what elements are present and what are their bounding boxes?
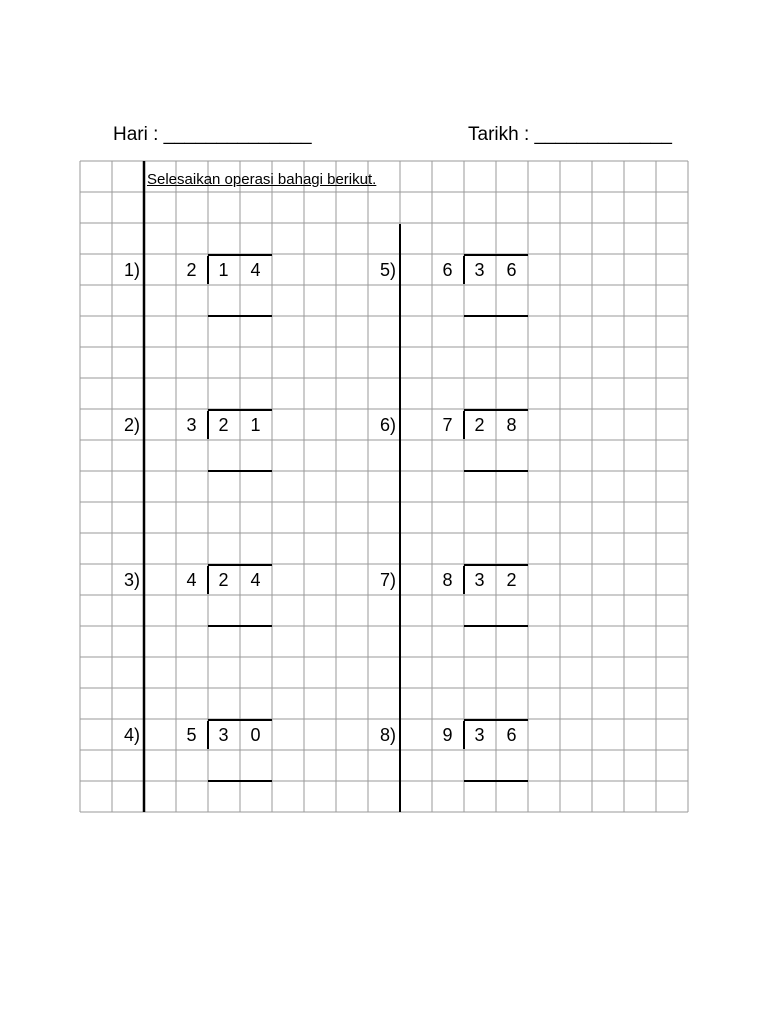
dividend-digit: 3 [474, 259, 485, 280]
divisor: 6 [442, 259, 453, 280]
problem-number: 6) [379, 414, 396, 435]
divisor: 5 [186, 724, 197, 745]
divisor: 4 [186, 569, 197, 590]
dividend-digit: 3 [474, 569, 485, 590]
problem-number: 1) [123, 259, 140, 280]
dividend-digit: 6 [506, 724, 517, 745]
dividend-digit: 2 [474, 414, 485, 435]
problem-number: 2) [123, 414, 140, 435]
problem-number: 4) [123, 724, 140, 745]
dividend-digit: 1 [218, 259, 229, 280]
divisor: 8 [442, 569, 453, 590]
dividend-digit: 6 [506, 259, 517, 280]
dividend-digit: 4 [250, 569, 261, 590]
problem-number: 5) [379, 259, 396, 280]
divisor: 9 [442, 724, 453, 745]
day-field: Hari : ______________ [113, 124, 312, 145]
dividend-digit: 1 [250, 414, 261, 435]
divisor: 7 [442, 414, 453, 435]
dividend-digit: 0 [250, 724, 261, 745]
divisor: 2 [186, 259, 197, 280]
divisor: 3 [186, 414, 197, 435]
problem-number: 8) [379, 724, 396, 745]
problem-number: 7) [379, 569, 396, 590]
dividend-digit: 3 [474, 724, 485, 745]
instruction-text: Selesaikan operasi bahagi berikut. [147, 171, 377, 188]
problem-number: 3) [123, 569, 140, 590]
dividend-digit: 2 [218, 414, 229, 435]
dividend-digit: 8 [506, 414, 517, 435]
dividend-digit: 3 [218, 724, 229, 745]
date-field: Tarikh : _____________ [468, 124, 672, 145]
dividend-digit: 4 [250, 259, 261, 280]
dividend-digit: 2 [218, 569, 229, 590]
dividend-digit: 2 [506, 569, 517, 590]
